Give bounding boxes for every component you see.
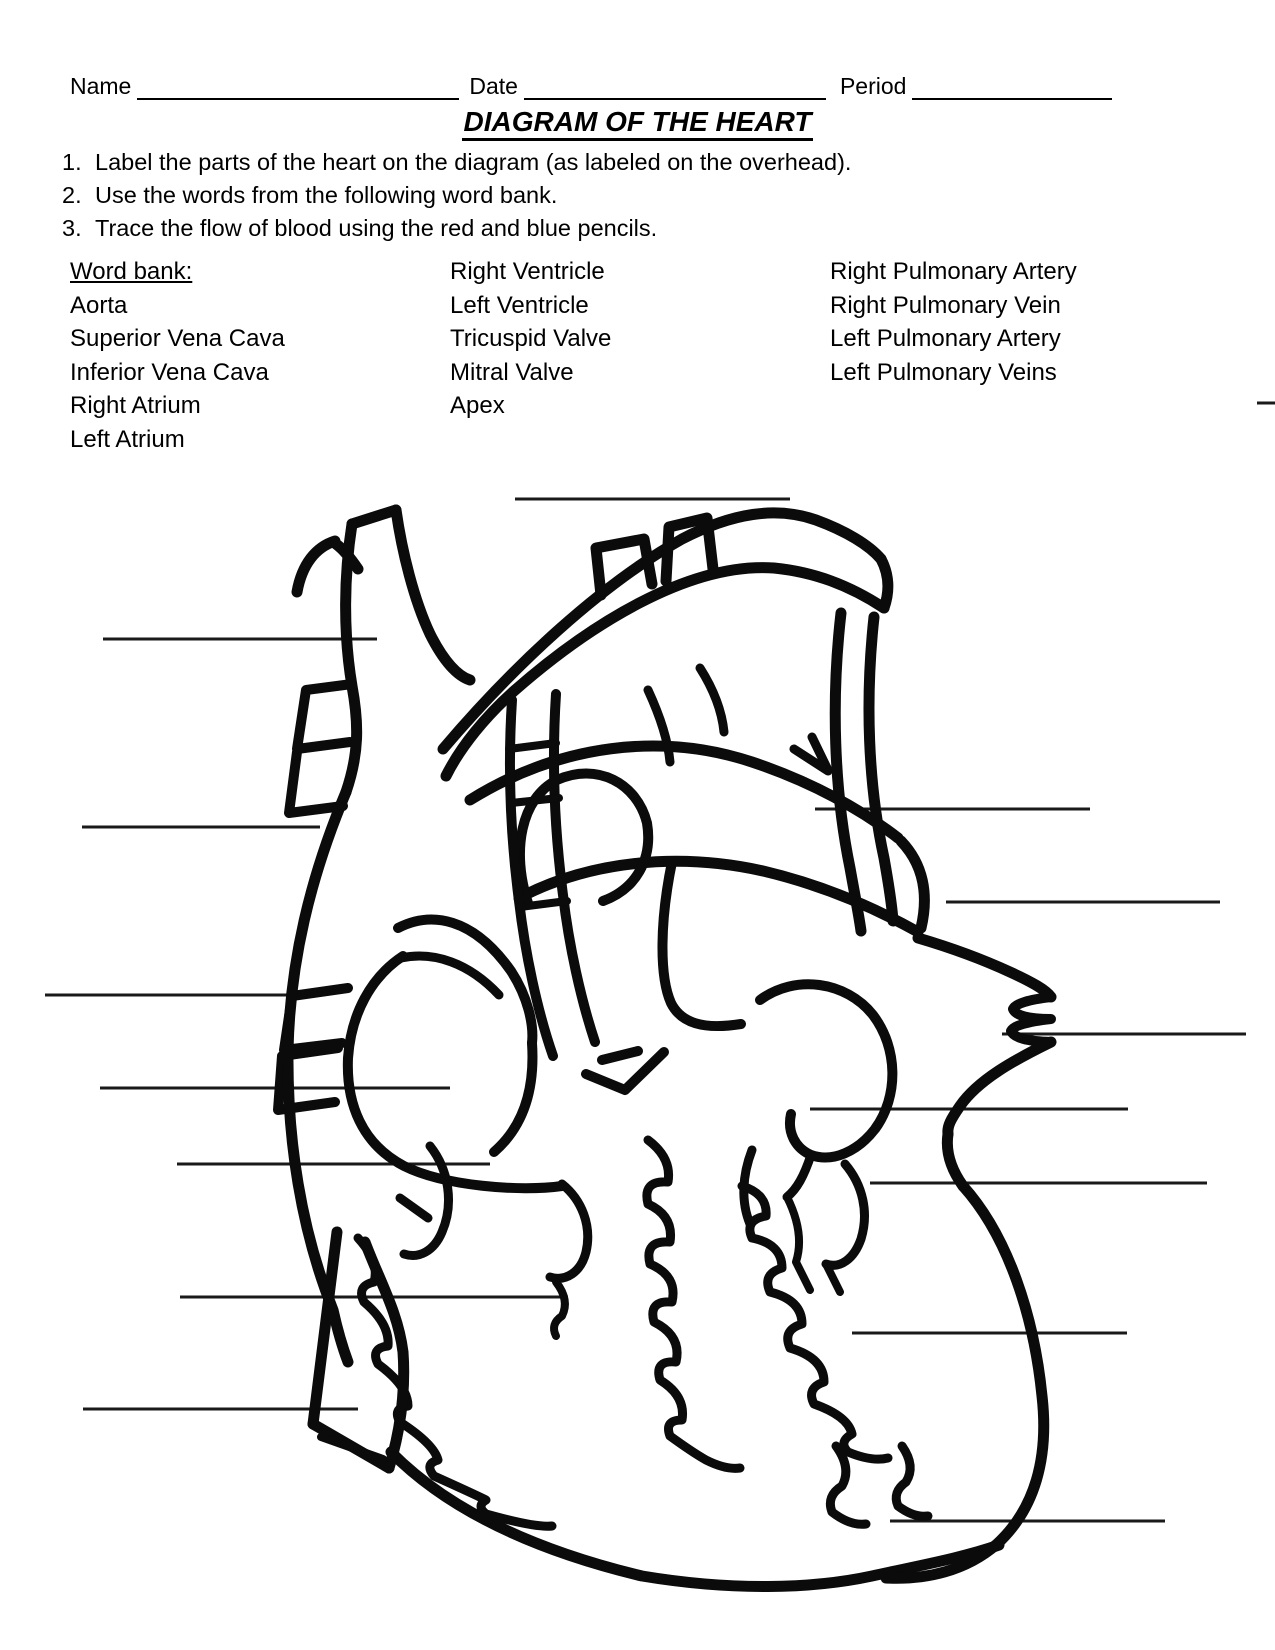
word-bank <box>70 255 1210 456</box>
lv-inner-wall <box>886 1186 1044 1578</box>
segmented-vessel-left <box>510 700 553 1056</box>
word-bank-heading: Word bank: <box>70 258 193 285</box>
right-wall-link <box>947 1134 963 1186</box>
word-bank-item: Left Pulmonary Artery <box>830 325 1061 352</box>
ivc-inner-cut <box>321 1437 383 1459</box>
word-bank-item: Left Pulmonary Veins <box>830 358 1057 386</box>
mitral-stem <box>787 1155 811 1197</box>
ivc-right-edge <box>365 1242 404 1468</box>
pulmonary-trunk-lower <box>519 861 918 932</box>
rv-wall-scallops <box>358 1238 552 1526</box>
ra-dome-inner <box>401 956 499 995</box>
descending-aorta-branch <box>794 737 828 771</box>
aorta-arch-upper <box>443 513 881 749</box>
name-blank[interactable] <box>137 72 459 100</box>
name-label: Name <box>70 73 132 99</box>
word-bank-item: Inferior Vena Cava <box>70 358 269 386</box>
svc-left-edge <box>346 524 357 792</box>
segment-dividers <box>509 743 567 907</box>
ivc-bottom-cut <box>313 1424 389 1468</box>
word-bank-item: Apex <box>450 392 505 419</box>
period-blank[interactable] <box>912 72 1112 100</box>
ra-chamber-right <box>494 1043 532 1152</box>
ra-dome-outer <box>398 920 532 1043</box>
date-label: Date <box>469 73 518 99</box>
word-bank-item: Tricuspid Valve <box>450 325 612 352</box>
word-bank-item: Right Pulmonary Vein <box>830 291 1061 319</box>
worksheet-header <box>70 72 1142 100</box>
la-upper-left-edge <box>662 862 741 1026</box>
below-arch-accent-2 <box>700 668 724 732</box>
innominate-stub-inner <box>336 544 358 569</box>
word-bank-item: Right Atrium <box>70 392 201 419</box>
word-bank-item: Left Atrium <box>70 425 185 453</box>
below-arch-accent-1 <box>648 690 670 762</box>
arch-branch-stub-1 <box>596 539 652 595</box>
aorta-arch-lower <box>446 568 884 776</box>
mitral-leaflet-left <box>744 1150 752 1224</box>
word-bank-item: Right Ventricle <box>450 258 605 285</box>
right-wall-mid <box>948 1042 1051 1134</box>
pulmonary-valve-loop <box>520 773 648 903</box>
rpv-stubs <box>278 988 348 1110</box>
septum-right-scallops <box>742 1186 888 1459</box>
descending-aorta-right <box>869 617 893 921</box>
la-roof-edge <box>918 938 1051 997</box>
lv-papillary-2 <box>896 1446 928 1516</box>
period-label: Period <box>839 73 907 99</box>
word-bank-column-1 <box>70 255 450 456</box>
word-bank-item: Left Ventricle <box>450 291 589 319</box>
svc-outline <box>352 510 396 524</box>
mitral-leaflet-right <box>826 1164 864 1265</box>
date-blank[interactable] <box>524 72 826 100</box>
innominate-stub <box>297 541 335 592</box>
la-chamber-loop <box>760 984 892 1157</box>
instruction-item: 2. Use the words from the following word bank. <box>62 182 558 208</box>
lv-papillary-1 <box>830 1446 866 1524</box>
instructions <box>62 146 1212 245</box>
answer-lines-group <box>45 499 1246 1521</box>
tricuspid-leaflet-1 <box>400 1146 448 1255</box>
word-bank-column-2 <box>450 255 830 456</box>
ivc-left-edge <box>313 1232 337 1424</box>
page-title-wrap <box>0 106 1275 138</box>
word-bank-item: Aorta <box>70 291 128 319</box>
word-bank-item: Superior Vena Cava <box>70 325 285 352</box>
lpa-end-cut <box>901 841 924 928</box>
heart-bottom-wall <box>391 1452 999 1587</box>
outflow-arrow <box>586 1051 664 1090</box>
word-bank-item: Mitral Valve <box>450 358 574 386</box>
aorta-arch-cut <box>881 559 888 608</box>
heart-art <box>278 510 1051 1587</box>
septum-left-scallops <box>647 1140 740 1468</box>
mitral-chordae <box>787 1197 840 1292</box>
instruction-item: 1. Label the parts of the heart on the diagram (as labeled on the overhead). <box>62 149 852 175</box>
heart-left-wall <box>288 792 348 1362</box>
tricuspid-leaflet-2 <box>550 1184 588 1278</box>
tricuspid-chordae <box>554 1282 565 1336</box>
page-title: DIAGRAM OF THE HEART <box>462 106 814 141</box>
descending-aorta-left <box>835 613 861 931</box>
arch-branch-stub-2 <box>666 518 713 581</box>
instruction-item: 3. Trace the flow of blood using the red and blue pencils. <box>62 215 658 241</box>
word-bank-column-3 <box>830 255 1210 456</box>
segmented-vessel-right <box>554 694 595 1042</box>
word-bank-item: Right Pulmonary Artery <box>830 258 1077 285</box>
rpa-stubs <box>289 684 352 813</box>
ra-chamber <box>348 956 562 1188</box>
pulmonary-trunk-upper <box>470 746 898 838</box>
svc-right-edge <box>396 510 470 680</box>
